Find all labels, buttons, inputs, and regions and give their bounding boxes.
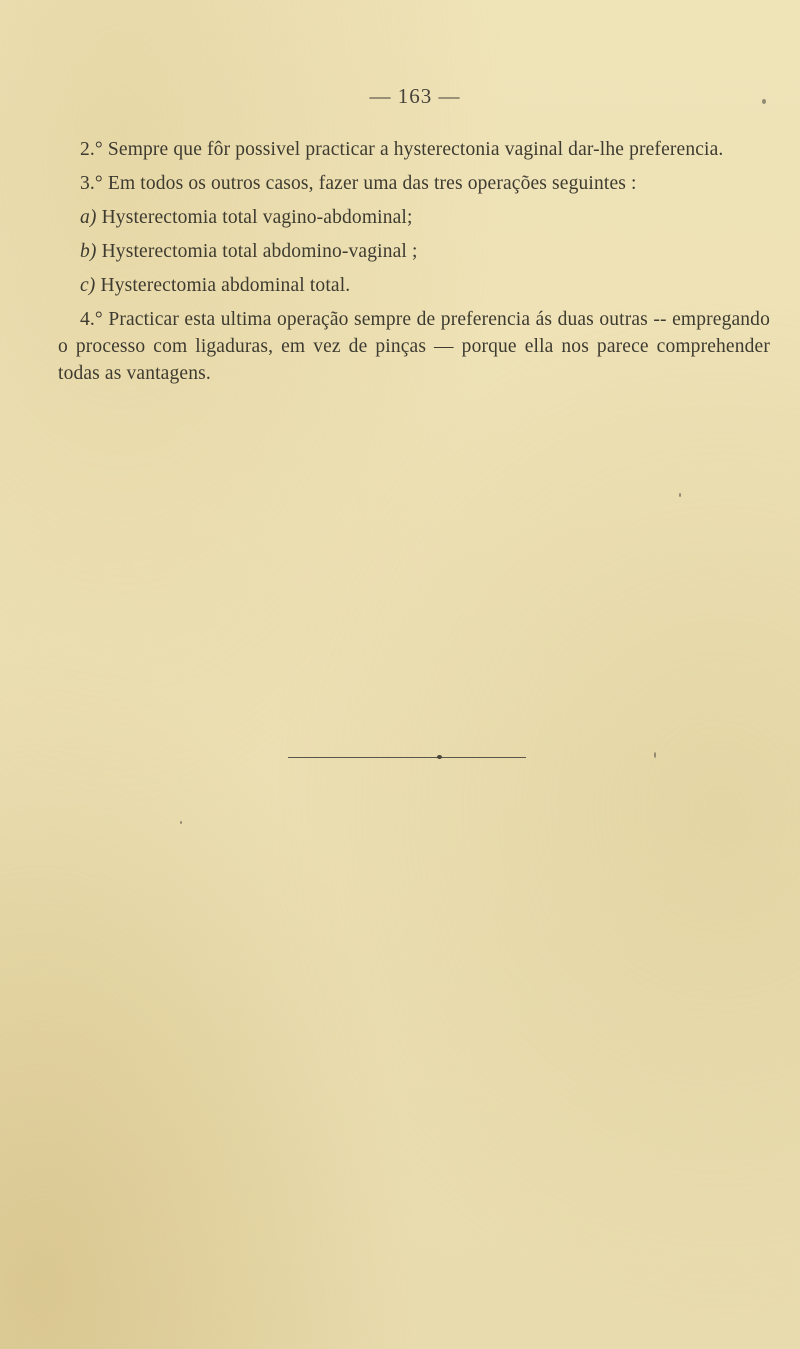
list-text-b: Hysterectomia total abdomino-vaginal ; (101, 241, 418, 262)
list-text-c: Hysterectomia abdominal total. (100, 275, 351, 296)
divider-ornament (437, 755, 442, 759)
paper-speck (762, 99, 766, 104)
list-label-a: a) (80, 207, 97, 228)
paper-speck (180, 821, 182, 824)
list-label-b: b) (80, 241, 97, 262)
section-divider (288, 757, 526, 758)
page-number: — 163 — (369, 84, 461, 108)
list-item-a (58, 204, 770, 231)
paper-speck (654, 752, 656, 758)
paragraph-item-3: 3.° Em todos os outros casos, fazer uma das tres operações seguintes : (80, 173, 637, 194)
list-text-a: Hysterectomia total vagino-abdominal; (101, 207, 413, 228)
paper-speck (679, 493, 681, 497)
paragraph-item-4: 4.° Practicar esta ultima operação sempre de preferencia ás duas outras -- empregando o processo com ligaduras, em vez de pinças — porque ella nos parece comprehender todas as vantagens. (58, 309, 770, 384)
list-item-c (58, 272, 770, 299)
paragraph-item-2: 2.° Sempre que fôr possivel practicar a hysterectonia vaginal dar-lhe preferencia. (80, 139, 724, 160)
list-label-c: c) (80, 275, 96, 296)
list-item-b (58, 238, 770, 265)
body-text (58, 136, 770, 394)
